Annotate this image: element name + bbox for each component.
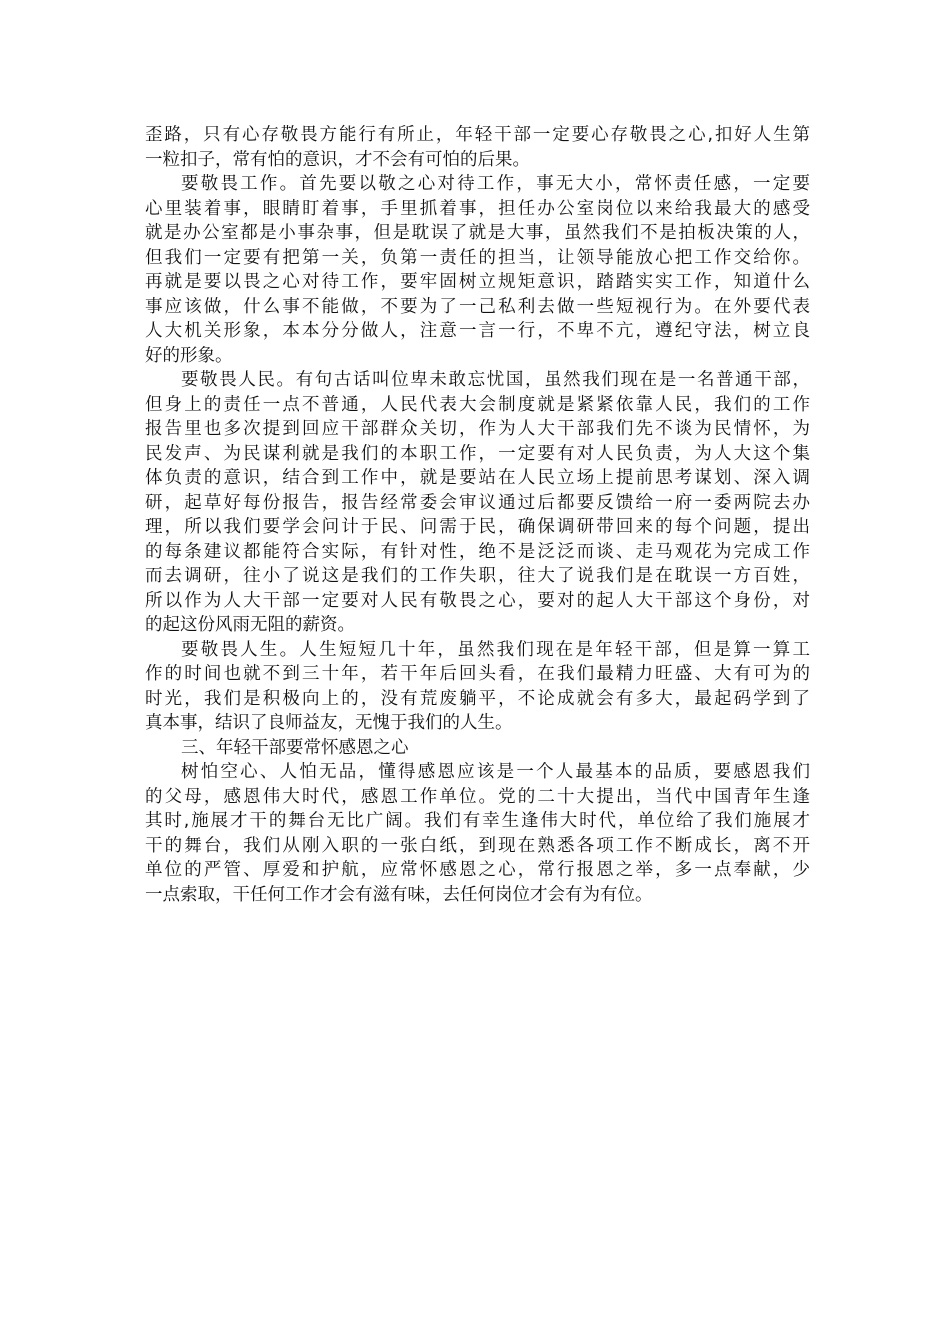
text-line: 干的舞台，我们从刚入职的一张白纸，到现在熟悉各项工作不断成长，离不开 — [145, 835, 810, 856]
text-line: 报告里也多次提到回应干部群众关切，作为人大干部我们先不谈为民情怀，为 — [145, 419, 810, 439]
text-line: 歪路，只有心存敬畏方能行有所止，年轻干部一定要心存敬畏之心,扣好人生第 — [145, 125, 810, 145]
text-line: 要敬畏工作。首先要以敬之心对待工作，事无大小，常怀责任感，一定要 — [181, 174, 810, 194]
text-line: 要敬畏人民。有句古话叫位卑未敢忘忧国，虽然我们现在是一名普通干部， — [181, 370, 810, 390]
text-line: 心里装着事，眼睛盯着事，手里抓着事，担任办公室岗位以来给我最大的感受 — [145, 198, 810, 219]
paragraph-awe-people — [145, 368, 810, 638]
text-line: 但身上的责任一点不普通，人民代表大会制度就是紧紧依靠人民，我们的工作 — [145, 394, 810, 415]
section-heading-text: 三、年轻干部要常怀感恩之心 — [181, 737, 409, 758]
text-line: 事应该做，什么事不能做，不要为了一己私利去做一些短视行为。在外要代表 — [145, 296, 810, 317]
text-line: 就是办公室都是小事杂事，但是耽误了就是大事，虽然我们不是拍板决策的人， — [145, 223, 810, 243]
text-line: 树怕空心、人怕无品，懂得感恩应该是一个人最基本的品质，要感恩我们 — [181, 762, 810, 782]
paragraph-awe-work — [145, 172, 810, 368]
text-line: 时光，我们是积极向上的，没有荒废躺平，不论成就会有多大，最起码学到了 — [145, 688, 810, 709]
text-line: 的起这份风雨无阻的薪资。 — [145, 615, 355, 635]
text-line: 一粒扣子，常有怕的意识，才不会有可怕的后果。 — [145, 149, 530, 170]
text-line: 而去调研，往小了说这是我们的工作失职，往大了说我们是在耽误一方百姓， — [145, 566, 810, 586]
text-line: 但我们一定要有把第一关，负第一责任的担当，让领导能放心把工作交给你。 — [145, 247, 810, 268]
text-line: 所以作为人大干部一定要对人民有敬畏之心，要对的起人大干部这个身份，对 — [145, 590, 810, 611]
text-line: 的每条建议都能符合实际，有针对性，绝不是泛泛而谈、走马观花为完成工作 — [145, 541, 810, 562]
paragraph-awe-intro-continued — [145, 123, 810, 172]
document-body — [145, 123, 810, 907]
text-line: 真本事，结识了良师益友，无愧于我们的人生。 — [145, 713, 513, 733]
text-line: 人大机关形象，本本分分做人，注意一言一行，不卑不亢，遵纪守法，树立良 — [145, 321, 810, 341]
text-line: 民发声、为民谋利就是我们的本职工作，一定要有对人民负责，为人大这个集 — [145, 443, 810, 464]
text-line: 再就是要以畏之心对待工作，要牢固树立规矩意识，踏踏实实工作，知道什么 — [145, 272, 810, 292]
text-line: 其时,施展才干的舞台无比广阔。我们有幸生逢伟大时代，单位给了我们施展才 — [145, 811, 810, 831]
paragraph-gratitude — [145, 760, 810, 907]
text-line: 理，所以我们要学会问计于民、问需于民，确保调研带回来的每个问题，提出 — [145, 517, 810, 537]
text-line: 体负责的意识，结合到工作中，就是要站在人民立场上提前思考谋划、深入调 — [145, 468, 810, 488]
paragraph-awe-life — [145, 638, 810, 736]
text-line: 作的时间也就不到三十年，若干年后回头看，在我们最精力旺盛、大有可为的 — [145, 664, 810, 684]
text-line: 好的形象。 — [145, 345, 233, 366]
text-line: 要敬畏人生。人生短短几十年，虽然我们现在是年轻干部，但是算一算工 — [181, 639, 810, 660]
text-line: 的父母，感恩伟大时代，感恩工作单位。党的二十大提出，当代中国青年生逢 — [145, 786, 810, 807]
text-line: 研，起草好每份报告，报告经常委会审议通过后都要反馈给一府一委两院去办 — [145, 492, 810, 513]
text-line: 单位的严管、厚爱和护航，应常怀感恩之心，常行报恩之举，多一点奉献，少 — [145, 860, 810, 880]
section-heading-gratitude — [145, 736, 810, 761]
text-line: 一点索取，干任何工作才会有滋有味，去任何岗位才会有为有位。 — [145, 884, 653, 905]
